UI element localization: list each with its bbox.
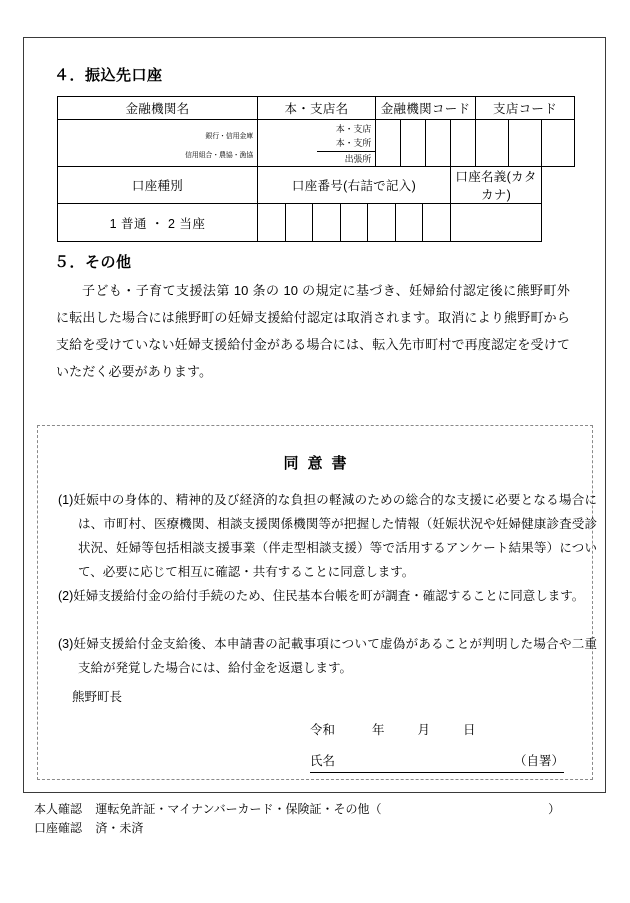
footer-account-row [34,819,560,838]
table-row-bank-entry [58,120,575,167]
input-account-kind[interactable]: 1 普通 ・ 2 当座 [58,204,258,242]
input-branch-code-box-3[interactable] [542,120,575,167]
bank-account-table [57,96,575,242]
footer-identity-row [34,800,560,819]
table-row-account-headers [58,167,575,204]
institution-suffix-bank-label: 銀行・信用金庫 [205,133,253,140]
name-field-label: 氏名 [310,754,336,768]
header-institution-name: 金融機関名 [58,97,258,120]
branch-suffix-shisho-label: 本・支所 [335,138,371,148]
account-check-label: 口座確認 [34,821,83,835]
identity-options-close: ） [548,802,561,816]
identity-check-label: 本人確認 [34,802,83,816]
consent-form-box [37,425,597,780]
input-account-number-box-6[interactable] [395,204,422,241]
day-unit-label: 日 [462,723,476,737]
table-row-account-entry [58,204,575,242]
section-heading-other: ５．その他 [54,254,132,271]
input-institution-code-box-4[interactable] [451,120,476,167]
branch-suffix-shiten-label: 本・支店 [335,124,371,134]
input-account-number-box-5[interactable] [368,204,395,241]
input-account-number-box-1[interactable] [258,204,285,241]
input-institution-name[interactable] [58,120,258,167]
section-heading-bank-account: ４．振込先口座 [54,67,163,84]
account-check-options[interactable]: 済・未済 [95,821,144,835]
header-institution-code: 金融機関コード [376,97,476,120]
branch-suffix-divider [317,151,375,152]
input-institution-code-box-1[interactable] [376,120,401,167]
header-branch-code: 支店コード [476,97,575,120]
signature-note-label: （自署） [513,754,564,768]
input-account-number-box-3[interactable] [313,204,340,241]
header-account-holder: 口座名義(カタカナ) [451,167,542,204]
header-branch-name: 本・支店名 [258,97,376,120]
input-institution-code-box-2[interactable] [401,120,426,167]
consent-date-line [310,720,475,738]
identity-options-label[interactable]: 運転免許証・マイナンバーカード・保険証・その他（ [95,802,382,816]
branch-suffix-shucchojo-label: 出張所 [344,154,371,164]
consent-addressee: 熊野町長 [72,690,123,704]
consent-item-3: (3)妊婦支援給付金支給後、本申請書の記載事項について虚偽があることが判明した場合や二重支給が発覚した場合には、給付金を返還します。 [58,637,597,675]
input-account-number-box-2[interactable] [285,204,312,241]
consent-item-1: (1)妊娠中の身体的、精神的及び経済的な負担の軽減のための総合的な支援に必要となる場合には、市町村、医療機関、相談支援関係機関等が把握した情報（妊娠状況や妊婦健康診査受診状況、妊婦等包括相談支援事業（伴走型相談支援）等で活用するアンケート結果等）について、必要に応じて相互に確認・共有することに同意します。 [58,493,597,579]
consent-signature-line[interactable] [310,751,564,773]
input-institution-code-box-3[interactable] [426,120,451,167]
consent-item-2: (2)妊婦支援給付金の給付手続のため、住民基本台帳を町が調査・確認することに同意します。 [58,589,585,603]
header-account-kind: 口座種別 [58,167,258,204]
input-branch-code-box-1[interactable] [476,120,509,167]
year-unit-label: 年 [371,723,385,737]
institution-suffix-coop-label: 信用組合・農協・漁協 [185,152,253,159]
consent-form-title: 同意書 [283,455,356,472]
input-branch-code-box-2[interactable] [509,120,542,167]
input-branch-name[interactable] [258,120,376,167]
input-account-number-box-4[interactable] [340,204,367,241]
office-use-footer [34,800,560,838]
input-account-number-box-7[interactable] [423,204,450,241]
month-unit-label: 月 [417,723,430,737]
section-other-body: 子ども・子育て支援法第 10 条の 10 の規定に基づき、妊婦給付認定後に熊野町外に転出した場合には熊野町の妊婦支援給付認定は取消されます。取消により熊野町から支給を受けていない妊婦支援給付金がある場合には、転入先市町村で再度認定を受けていただく必要があります。 [56,283,570,379]
table-row-bank-headers [58,97,575,120]
account-number-boxes-group [258,204,451,242]
era-label: 令和 [310,723,336,737]
header-account-number: 口座番号(右詰で記入) [258,167,451,204]
input-account-holder[interactable] [451,204,542,242]
